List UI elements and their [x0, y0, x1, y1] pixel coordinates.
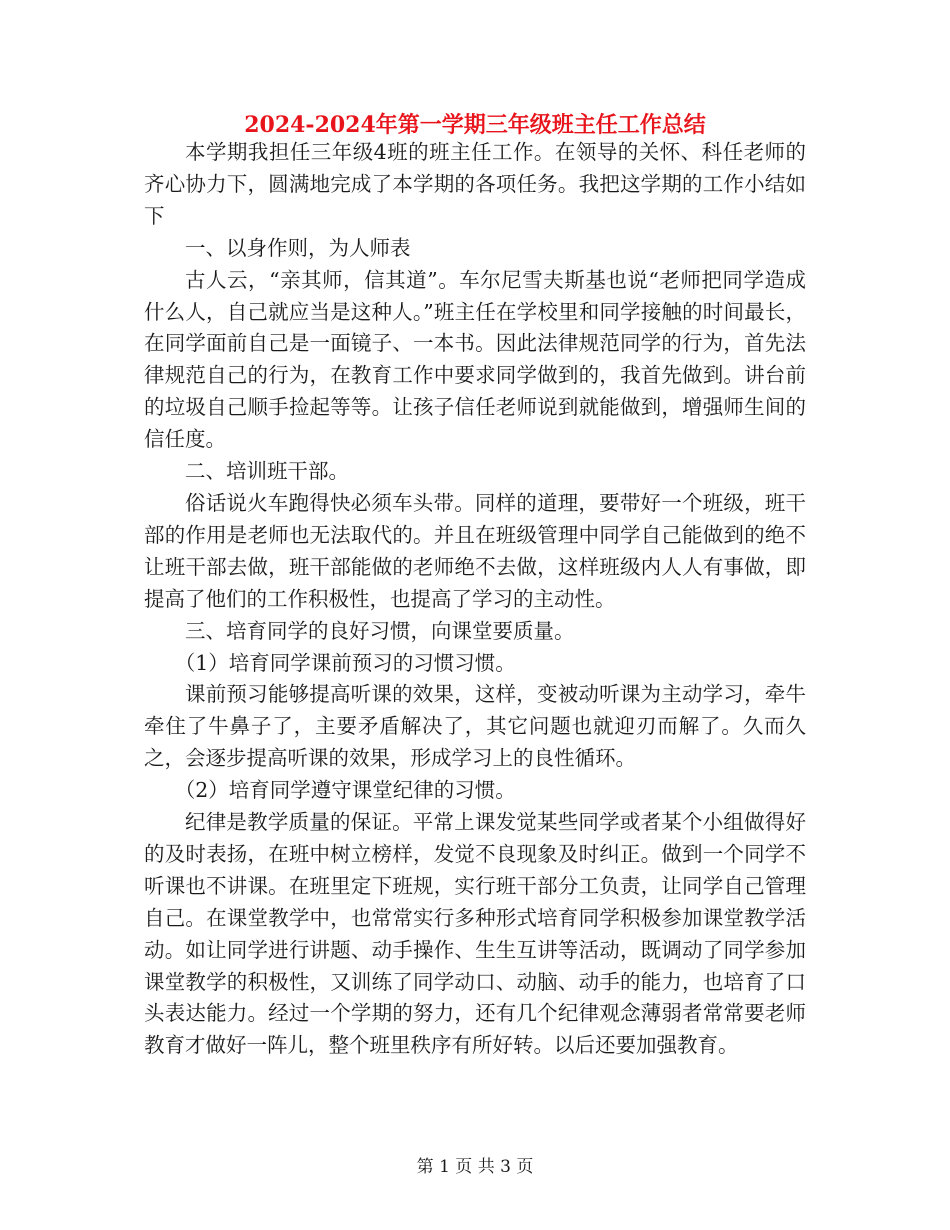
intro-paragraph: 本学期我担任三年级4班的班主任工作。在领导的关怀、科任老师的齐心协力下，圆满地完成了本学期的各项任务。我把这学期的工作小结如下	[144, 140, 806, 228]
section-2-paragraph: 俗话说火车跑得快必须车头带。同样的道理，要带好一个班级，班干部的作用是老师也无法取代的。并且在班级管理中同学自己能做到的绝不让班干部去做，班干部能做的老师绝不去做，这样班级内人人有事做，即提高了他们的工作积极性，也提高了学习的主动性。	[144, 490, 806, 611]
subsection-heading-1: （1）培育同学课前预习的习惯习惯。	[174, 650, 516, 675]
subsection-heading-2: （2）培育同学遵守课堂纪律的习惯。	[174, 778, 516, 803]
section-1-paragraph: 古人云，“亲其师，信其道”。车尔尼雪夫斯基也说“老师把同学造成什么人，自己就应当是这种人。”班主任在学校里和同学接触的时间最长，在同学面前自己是一面镜子、一本书。因此法律规范同学的行为，首先法律规范自己的行为，在教育工作中要求同学做到的，我首先做到。讲台前的垃圾自己顺手捡起等等。让孩子信任老师说到就能做到，增强师生间的信任度。	[144, 267, 806, 452]
page-footer: 第 1 页 共 3 页	[416, 1157, 534, 1177]
section-heading-2: 二、培训班干部。	[185, 459, 349, 484]
subsection-2-paragraph: 纪律是教学质量的保证。平常上课发觉某些同学或者某个小组做得好的及时表扬，在班中树立榜样，发觉不良现象及时纠正。做到一个同学不听课也不讲课。在班里定下班规，实行班干部分工负责，让同学自己管理自己。在课堂教学中，也常常实行多种形式培育同学积极参加课堂教学活动。如让同学进行讲题、动手操作、生生互讲等活动，既调动了同学参加课堂教学的积极性，又训练了同学动口、动脑、动手的能力，也培育了口头表达能力。经过一个学期的努力，还有几个纪律观念薄弱者常常要老师教育才做好一阵儿，整个班里秩序有所好转。以后还要加强教育。	[144, 810, 806, 1058]
subsection-1-paragraph: 课前预习能够提高听课的效果，这样，变被动听课为主动学习，牵牛牵住了牛鼻子了，主要矛盾解决了，其它问题也就迎刃而解了。久而久之，会逐步提高听课的效果，形成学习上的良性循环。	[144, 682, 806, 771]
document-title: 2024-2024年第一学期三年级班主任工作总结	[244, 112, 706, 138]
section-heading-3: 三、培育同学的良好习惯，向课堂要质量。	[185, 618, 575, 643]
document-body	[144, 137, 806, 1062]
section-heading-1: 一、以身作则，为人师表	[185, 235, 411, 260]
